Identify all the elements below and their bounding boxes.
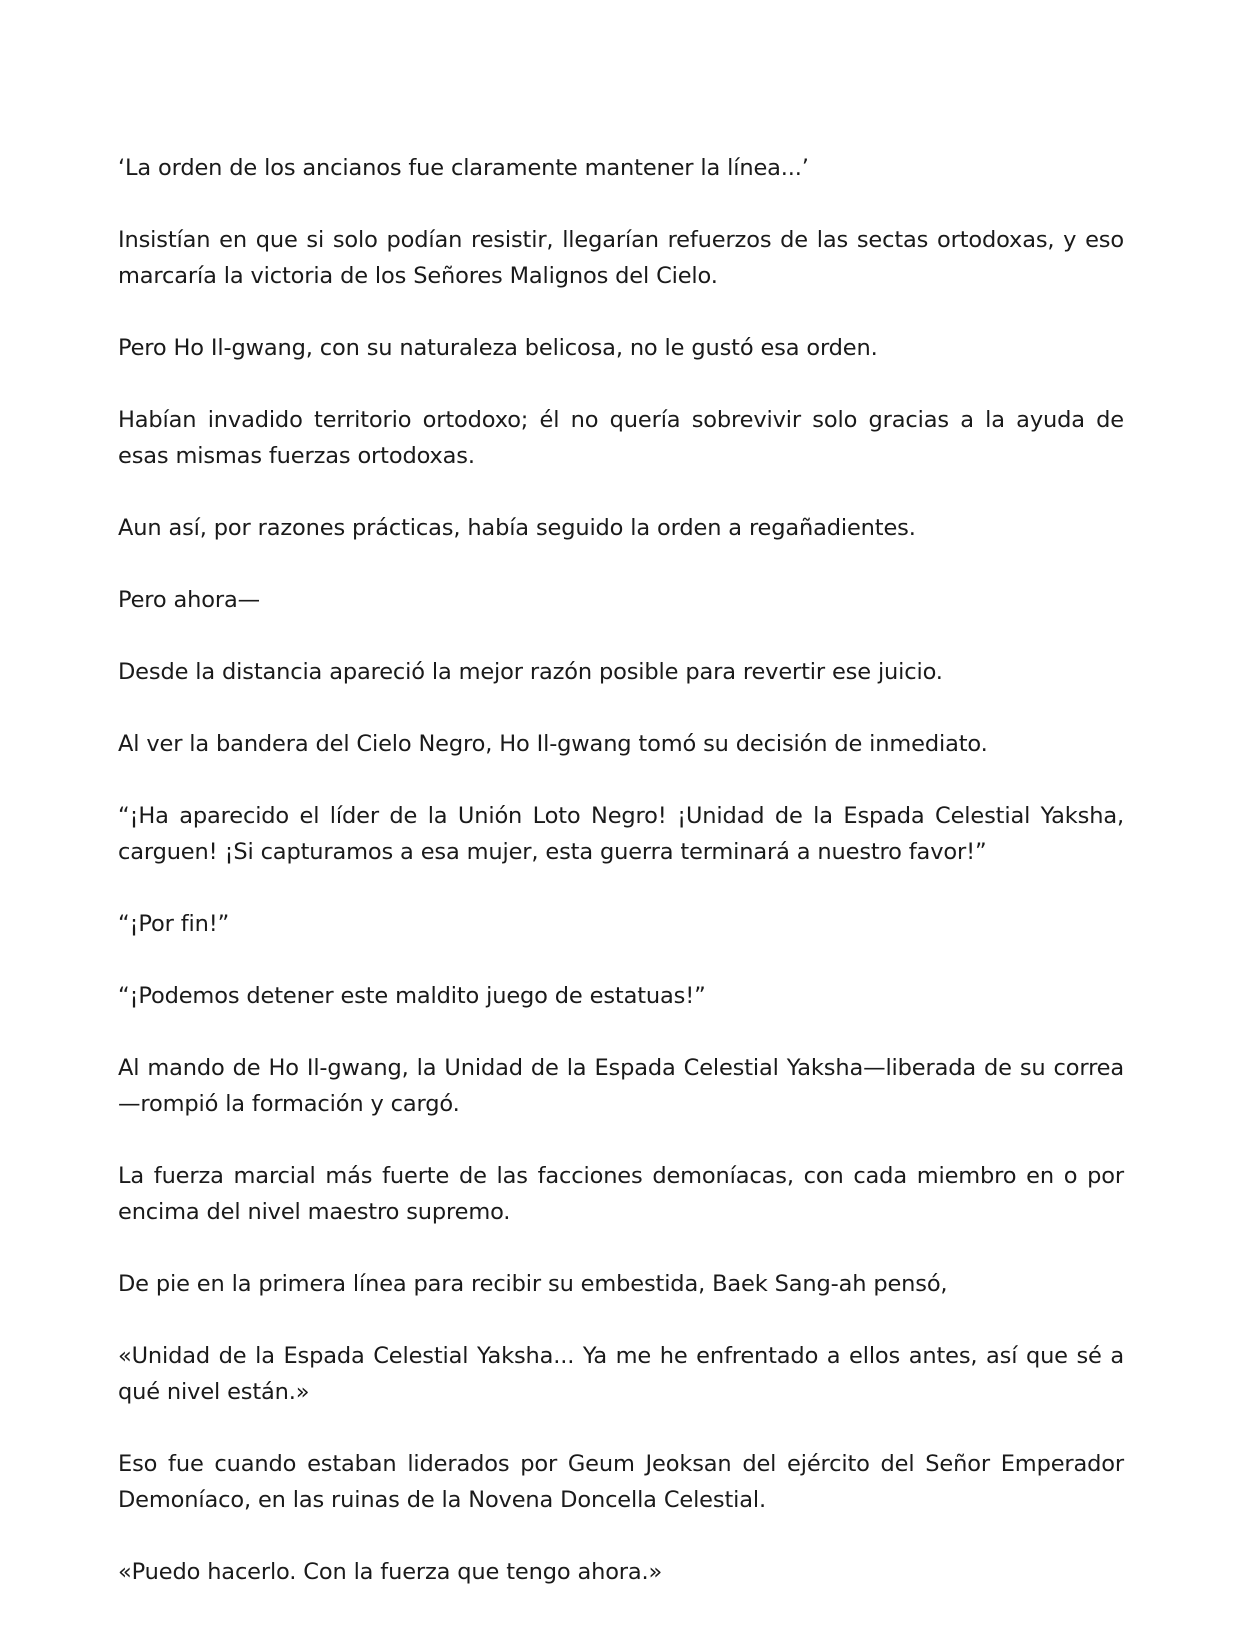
paragraph: Eso fue cuando estaban liderados por Geum Jeoksan del ejército del Señor Emperador Demoníaco, en las ruinas de la Novena Doncella Celestial. [118, 1451, 1124, 1513]
paragraph: Aun así, por razones prácticas, había seguido la orden a regañadientes. [118, 515, 916, 541]
paragraph: ‘La orden de los ancianos fue claramente mantener la línea...’ [118, 155, 809, 181]
paragraph: Desde la distancia apareció la mejor razón posible para revertir ese juicio. [118, 659, 943, 685]
paragraph: “¡Ha aparecido el líder de la Unión Loto Negro! ¡Unidad de la Espada Celestial Yaksha, carguen! ¡Si capturamos a esa mujer, esta guerra terminará a nuestro favor!” [118, 803, 1124, 865]
paragraph: Al mando de Ho Il-gwang, la Unidad de la Espada Celestial Yaksha—liberada de su correa—rompió la formación y cargó. [118, 1055, 1124, 1117]
paragraph: De pie en la primera línea para recibir su embestida, Baek Sang-ah pensó, [118, 1271, 948, 1297]
paragraph: Habían invadido territorio ortodoxo; él no quería sobrevivir solo gracias a la ayuda de esas mismas fuerzas ortodoxas. [118, 407, 1124, 469]
paragraph: Al ver la bandera del Cielo Negro, Ho Il-gwang tomó su decisión de inmediato. [118, 731, 988, 757]
paragraph: «Unidad de la Espada Celestial Yaksha... Ya me he enfrentado a ellos antes, así que sé a qué nivel están.» [118, 1343, 1124, 1405]
paragraph: «Puedo hacerlo. Con la fuerza que tengo ahora.» [118, 1559, 663, 1585]
body-text [118, 150, 1124, 1626]
paragraph: “¡Por fin!” [118, 911, 230, 937]
paragraph: “¡Podemos detener este maldito juego de estatuas!” [118, 983, 706, 1009]
paragraph: Pero ahora— [118, 587, 260, 613]
paragraph: Insistían en que si solo podían resistir, llegarían refuerzos de las sectas ortodoxas, y eso marcaría la victoria de los Señores Malignos del Cielo. [118, 227, 1124, 289]
paragraph: La fuerza marcial más fuerte de las facciones demoníacas, con cada miembro en o por encima del nivel maestro supremo. [118, 1163, 1124, 1225]
paragraph: Pero Ho Il-gwang, con su naturaleza belicosa, no le gustó esa orden. [118, 335, 878, 361]
